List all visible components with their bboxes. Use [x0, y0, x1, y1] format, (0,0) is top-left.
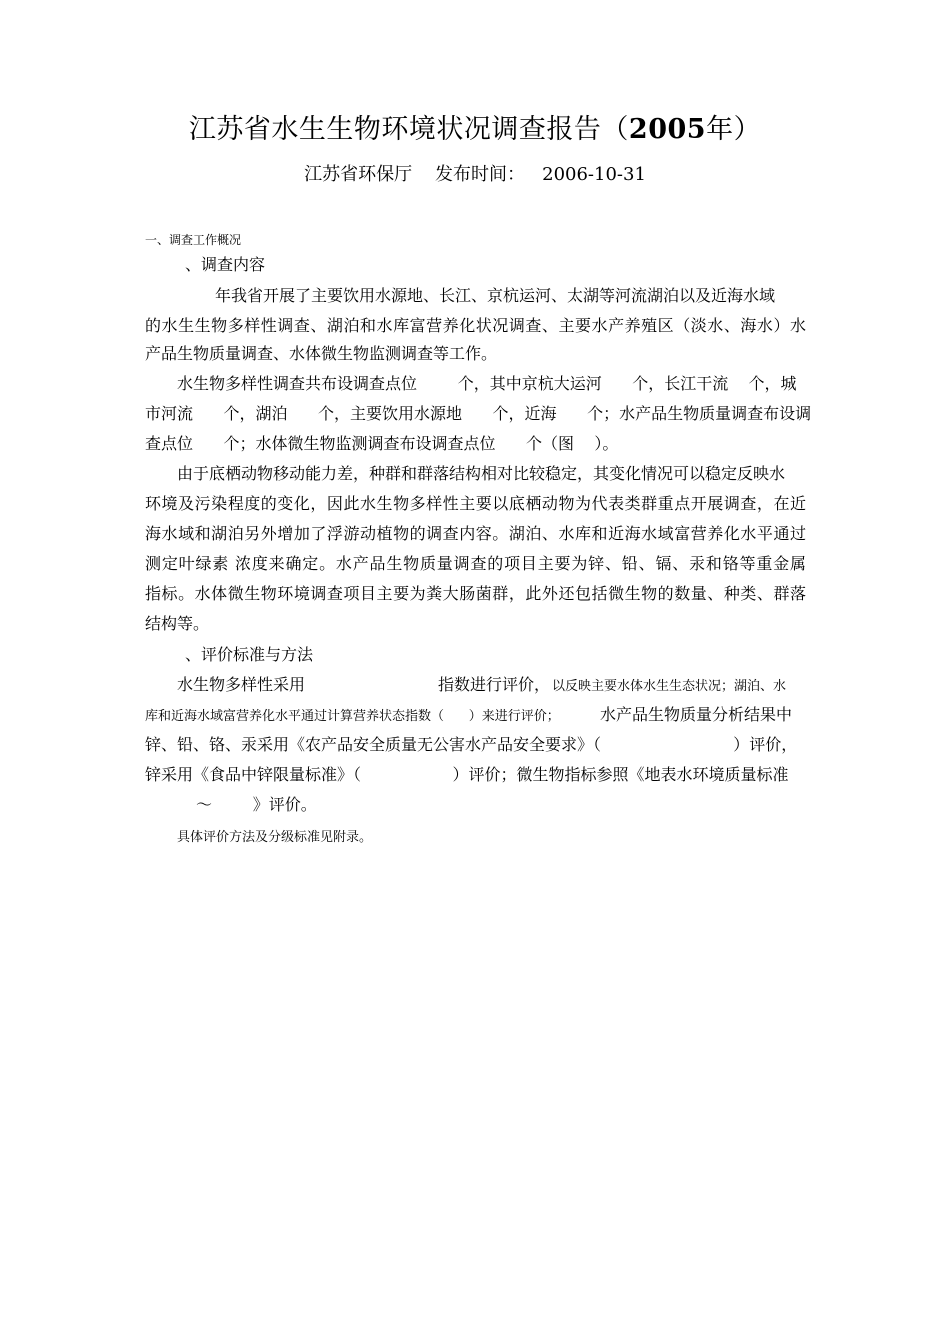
subsection-heading-content: 、调查内容: [185, 255, 266, 274]
paragraph-line: 水生物多样性调查共布设调查点位 个，其中京杭大运河 个，长江干流 个，城: [177, 374, 797, 393]
paragraph-line: 的水生生物多样性调查、湖泊和水库富营养化状况调查、主要水产养殖区（淡水、海水）水: [145, 316, 806, 335]
criteria-line-1a: 水生物多样性采用: [177, 675, 306, 694]
paragraph-line: 环境及污染程度的变化，因此水生物多样性主要以底栖动物为代表类群重点开展调查，在近: [145, 494, 806, 513]
paragraph-line: 测定叶绿素 浓度来确定。水产品生物质量调查的项目主要为锌、铅、镉、汞和铬等重金属: [145, 554, 806, 573]
paragraph-line: 海水域和湖泊另外增加了浮游动植物的调查内容。湖泊、水库和近海水域富营养化水平通过: [145, 524, 806, 543]
criteria-line-3: 锌、铅、铬、汞采用《农产品安全质量无公害水产品安全要求》（ ）评价，: [145, 735, 798, 754]
paragraph-line: 由于底栖动物移动能力差，种群和群落结构相对比较稳定，其变化情况可以稳定反映水: [177, 464, 786, 483]
paragraph-line: 产品生物质量调查、水体微生物监测调查等工作。: [145, 344, 498, 363]
paragraph-line: 指标。水体微生物环境调查项目主要为粪大肠菌群，此外还包括微生物的数量、种类、群落: [145, 584, 806, 603]
subsection-heading-criteria: 、评价标准与方法: [185, 645, 314, 664]
appendix-note: 具体评价方法及分级标准见附录。: [177, 830, 373, 845]
title-suffix: 年）: [706, 114, 762, 145]
criteria-line-1c: 以反映主要水体水生生态状况；湖泊、水: [552, 679, 787, 694]
paragraph-line: 查点位 个；水体微生物监测调查布设调查点位 个（图 ）。: [145, 434, 619, 453]
criteria-line-1b: 指数进行评价，: [438, 675, 551, 694]
criteria-line-2b: 水产品生物质量分析结果中: [600, 705, 793, 724]
title-year: 2005: [628, 114, 707, 145]
paragraph-line: 结构等。: [145, 614, 210, 633]
criteria-line-4: 锌采用《食品中锌限量标准》（ ）评价；微生物指标参照《地表水环境质量标准: [145, 765, 789, 784]
criteria-line-5: ～ 》评价。: [196, 795, 317, 814]
report-title: [0, 110, 950, 150]
title-main: 江苏省水生生物环境状况调查报告（: [188, 114, 629, 145]
report-subtitle: 江苏省环保厅 发布时间： 2006-10-31: [304, 164, 646, 185]
criteria-line-2a: 库和近海水域富营养化水平通过计算营养状态指数（ ）来进行评价；: [145, 709, 560, 724]
paragraph-line: 市河流 个，湖泊 个，主要饮用水源地 个，近海 个；水产品生物质量调查布设调: [145, 404, 812, 423]
paragraph-line: 年我省开展了主要饮用水源地、长江、京杭运河、太湖等河流湖泊以及近海水域: [215, 286, 776, 305]
section-heading: 一、调查工作概况: [145, 233, 242, 247]
